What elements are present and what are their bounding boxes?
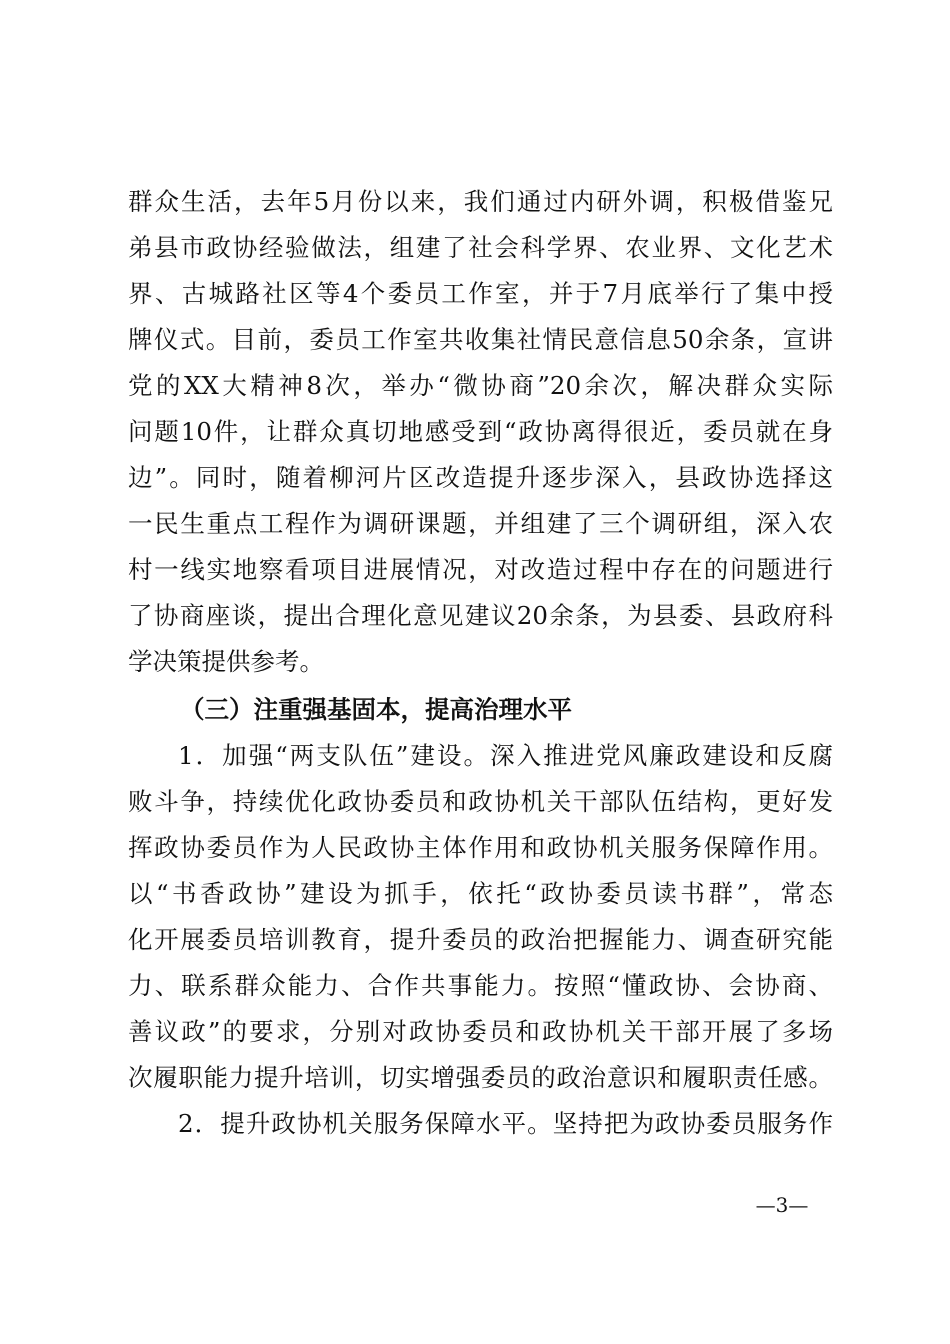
text-line: 化开展委员培训教育，提升委员的政治把握能力、调查研究能 bbox=[128, 925, 833, 954]
page-number: —3— bbox=[755, 1193, 809, 1217]
text-line: 党的XX大精神8次，举办“微协商”20余次，解决群众实际 bbox=[128, 371, 833, 400]
text-line: 群众生活，去年5月份以来，我们通过内研外调，积极借鉴兄 bbox=[128, 187, 833, 216]
text-line: 1．加强“两支队伍”建设。深入推进党风廉政建设和反腐 bbox=[178, 741, 833, 770]
text-line: 界、古城路社区等4个委员工作室，并于7月底举行了集中授 bbox=[128, 279, 833, 308]
text-line: 挥政协委员作为人民政协主体作用和政协机关服务保障作用。 bbox=[128, 833, 833, 862]
text-line: 善议政”的要求，分别对政协委员和政协机关干部开展了多场 bbox=[128, 1017, 833, 1046]
text-line: 了协商座谈，提出合理化意见建议20余条，为县委、县政府科 bbox=[128, 601, 833, 630]
text-line: 问题10件，让群众真切地感受到“政协离得很近，委员就在身 bbox=[128, 417, 833, 446]
text-line: 村一线实地察看项目进展情况，对改造过程中存在的问题进行 bbox=[128, 555, 833, 584]
text-line: 边”。同时，随着柳河片区改造提升逐步深入，县政协选择这 bbox=[128, 463, 833, 492]
text-line: 次履职能力提升培训，切实增强委员的政治意识和履职责任感。 bbox=[128, 1063, 833, 1092]
text-line: 以“书香政协”建设为抓手，依托“政协委员读书群”，常态 bbox=[128, 879, 833, 908]
text-line: 牌仪式。目前，委员工作室共收集社情民意信息50余条，宣讲 bbox=[128, 325, 833, 354]
section-heading: （三）注重强基固本，提高治理水平 bbox=[180, 695, 572, 724]
text-line: 力、联系群众能力、合作共事能力。按照“懂政协、会协商、 bbox=[128, 971, 833, 1000]
text-line: 弟县市政协经验做法，组建了社会科学界、农业界、文化艺术 bbox=[128, 233, 833, 262]
text-line: 2．提升政协机关服务保障水平。坚持把为政协委员服务作 bbox=[178, 1109, 833, 1138]
text-line: 学决策提供参考。 bbox=[128, 647, 324, 676]
text-line: 败斗争，持续优化政协委员和政协机关干部队伍结构，更好发 bbox=[128, 787, 833, 816]
text-line: 一民生重点工程作为调研课题，并组建了三个调研组，深入农 bbox=[128, 509, 833, 538]
